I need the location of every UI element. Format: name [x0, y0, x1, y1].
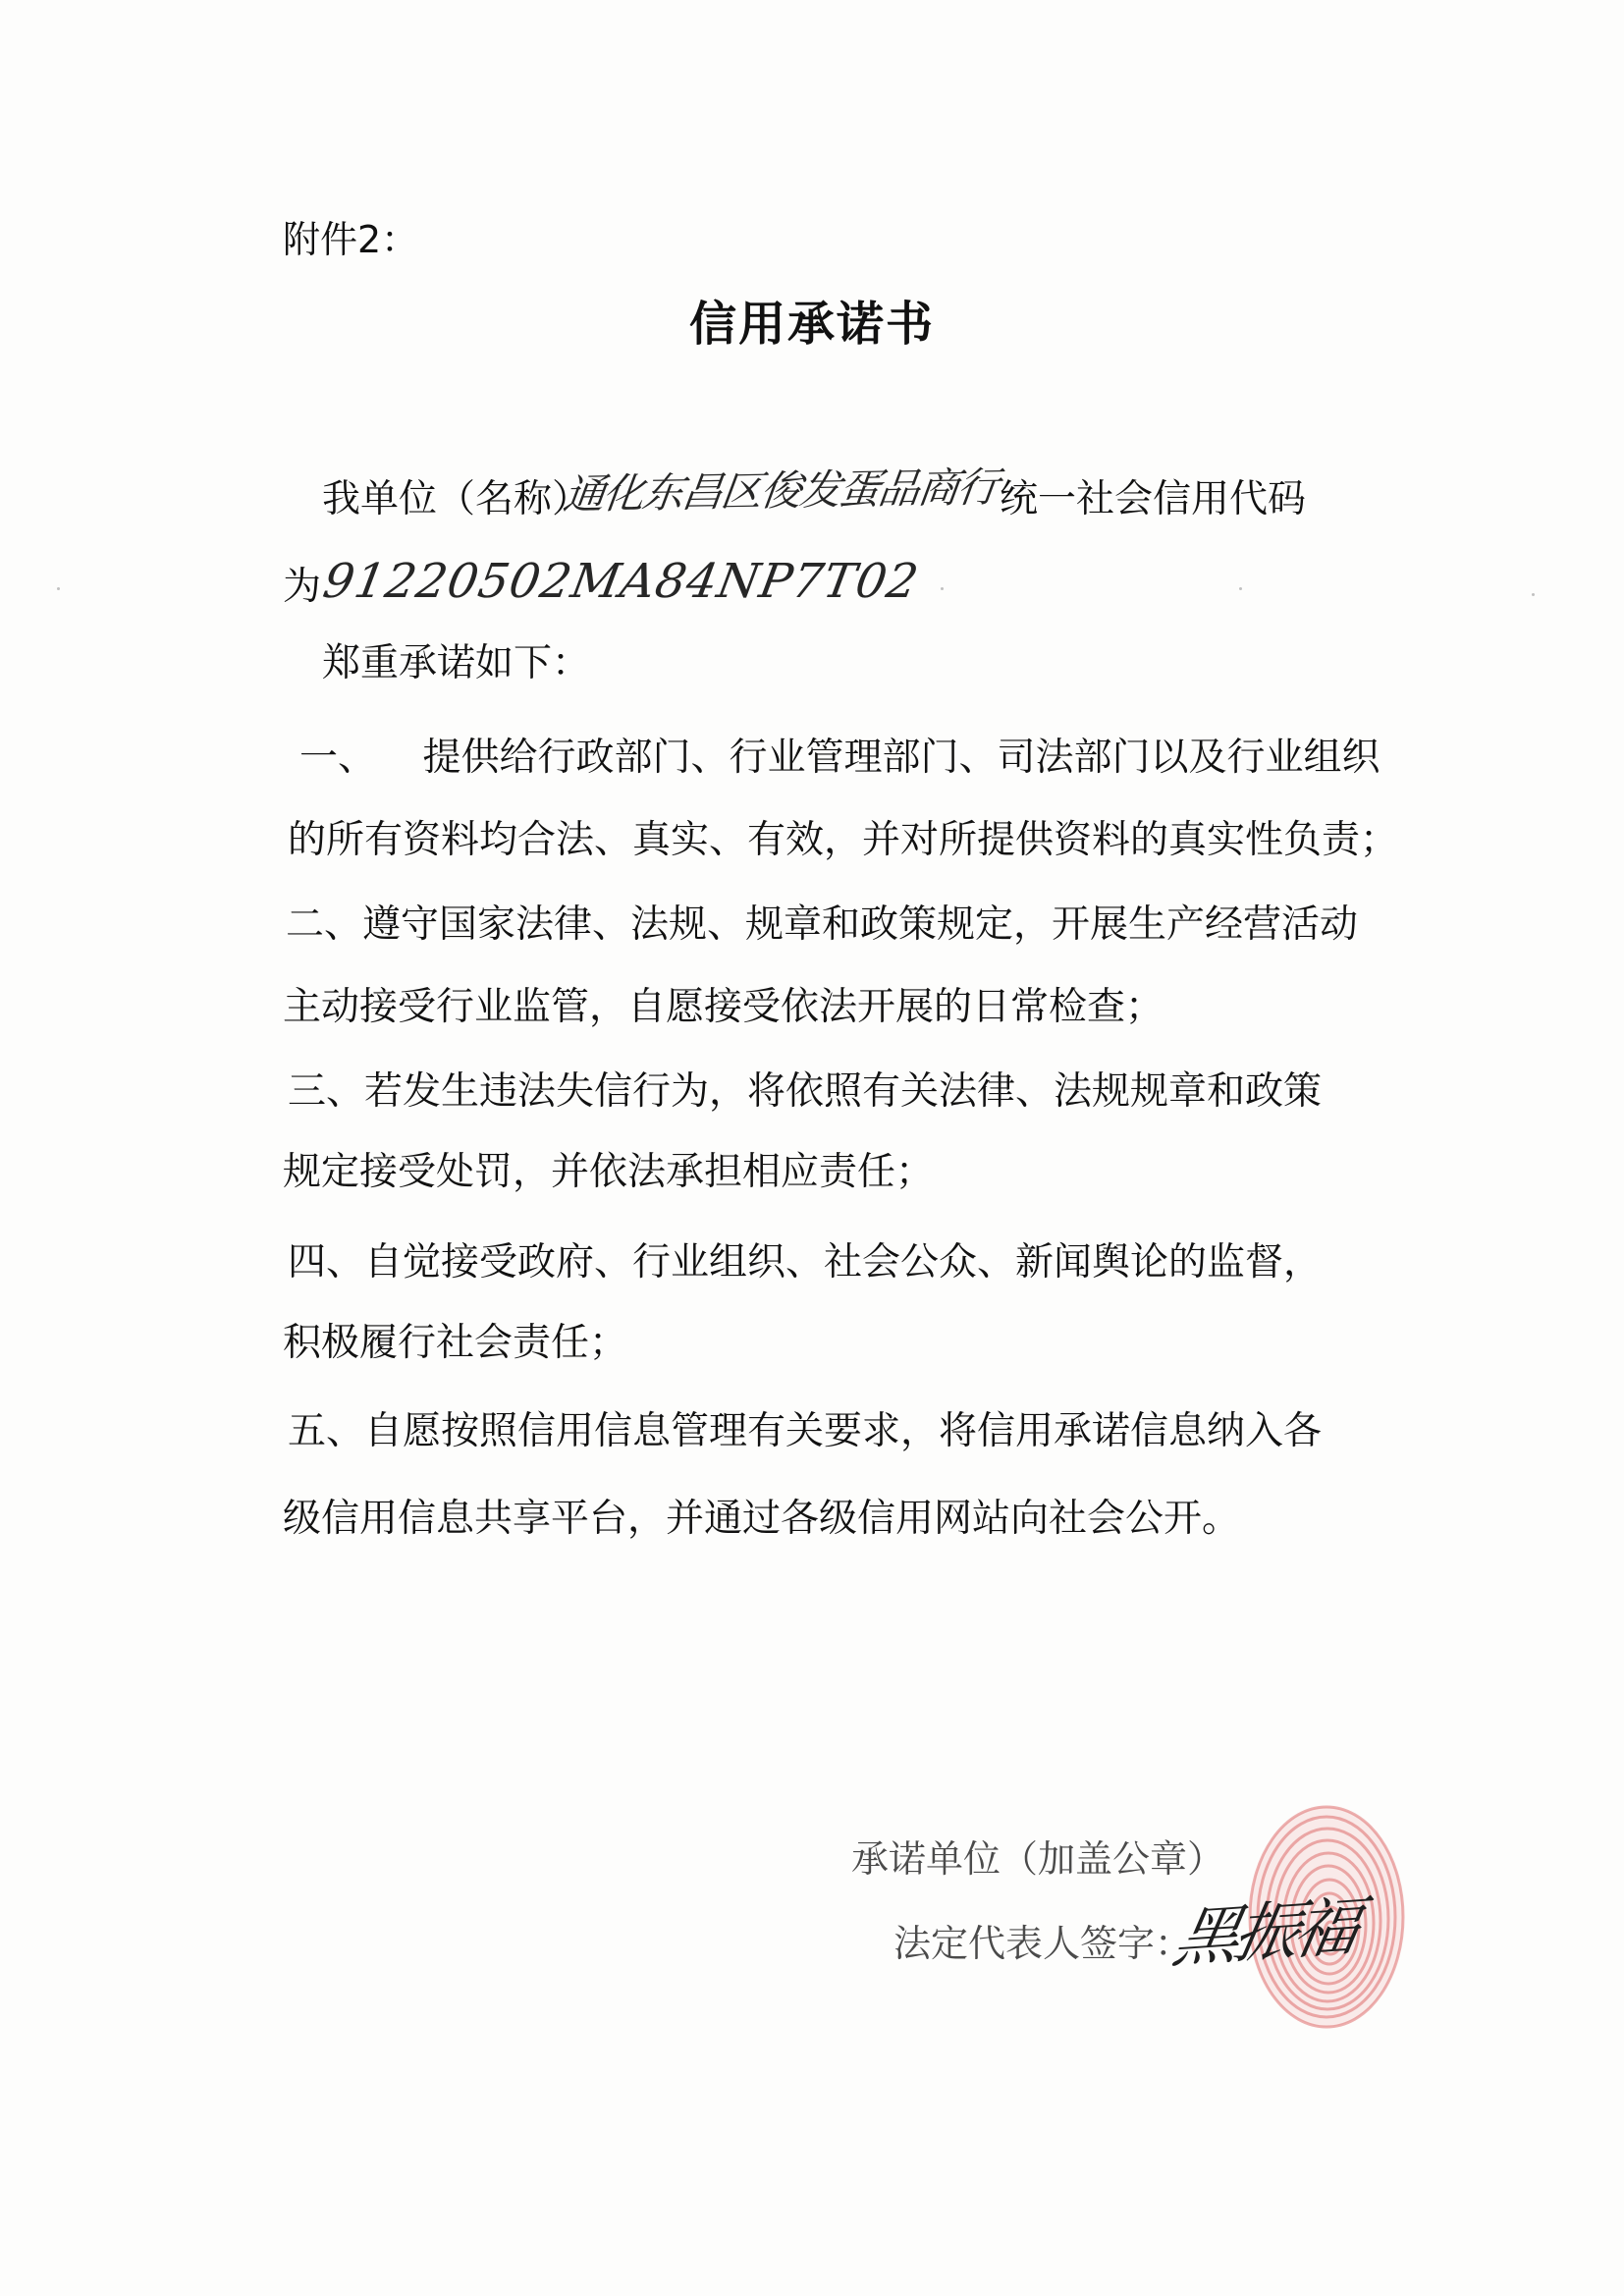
scan-speck [1532, 593, 1535, 596]
legal-representative-label: 法定代表人签字： [893, 1922, 1193, 1965]
commitment-line: 五、自愿按照信用信息管理有关要求，将信用承诺信息纳入各 [288, 1409, 1323, 1453]
commitment-line: 主动接受行业监管，自愿接受依法开展的日常检查； [283, 985, 1164, 1029]
commitment-line: 积极履行社会责任； [283, 1321, 628, 1365]
intro-credit-code-label: 统一社会信用代码 [1000, 477, 1307, 521]
scan-speck [941, 587, 944, 590]
intro-prefix: 我单位（名称） [322, 477, 591, 521]
declaration-heading: 郑重承诺如下： [322, 641, 591, 685]
commitment-line: 三、若发生违法失信行为，将依照有关法律、法规规章和政策 [288, 1069, 1323, 1114]
scan-speck [57, 587, 60, 590]
commitment-line: 四、自觉接受政府、行业组织、社会公众、新闻舆论的监督， [288, 1240, 1323, 1285]
commitment-line: 级信用信息共享平台，并通过各级信用网站向社会公开。 [283, 1497, 1241, 1541]
commitment-line: 的所有资料均合法、真实、有效，并对所提供资料的真实性负责； [288, 818, 1399, 862]
attachment-label: 附件2： [283, 218, 419, 261]
handwritten-signature: 黑振福 [1167, 1888, 1361, 1977]
commitment-line: 二、遵守国家法律、法规、规章和政策规定，开展生产经营活动 [286, 902, 1359, 947]
code-prefix: 为 [283, 565, 322, 609]
commitment-line: 一、 提供给行政部门、行业管理部门、司法部门以及行业组织 [299, 736, 1380, 780]
handwritten-credit-code: 91220502MA84NP7T02 [319, 554, 924, 609]
scan-speck [1239, 587, 1242, 590]
commitment-unit-label: 承诺单位（加盖公章） [851, 1837, 1225, 1881]
document-title: 信用承诺书 [688, 297, 935, 352]
handwritten-unit-name: 通化东昌区俊发蛋品商行 [561, 463, 1001, 519]
commitment-line: 规定接受处罚，并依法承担相应责任； [283, 1150, 935, 1194]
